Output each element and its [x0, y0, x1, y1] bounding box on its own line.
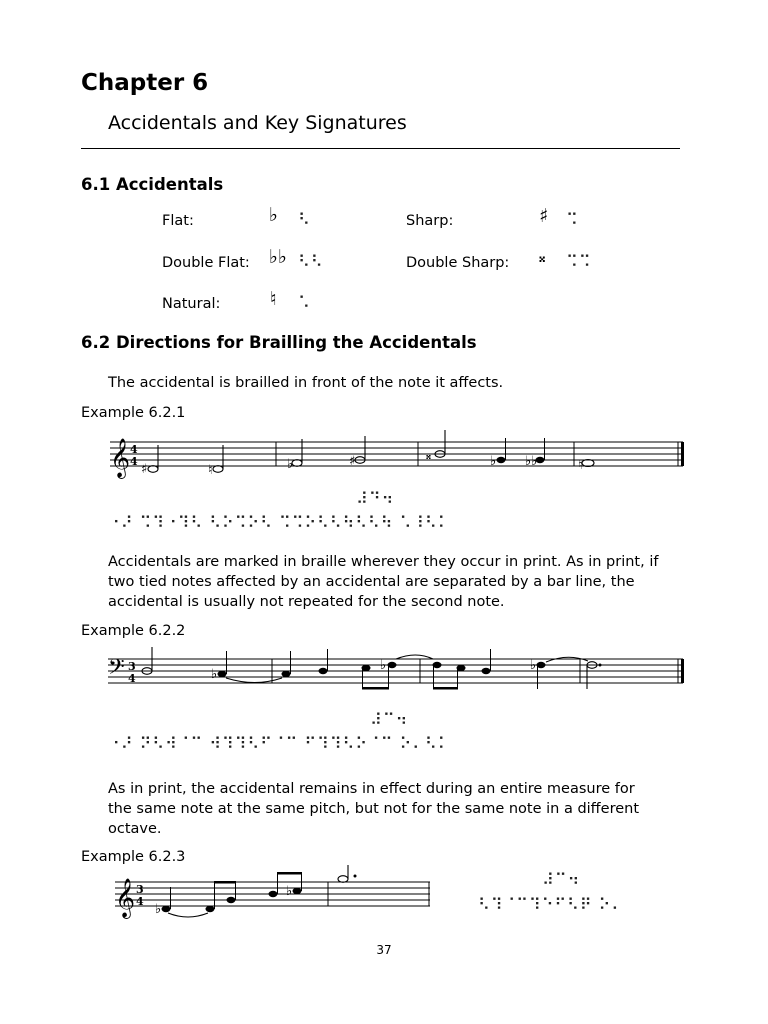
music-staff-example-2	[100, 645, 700, 715]
svg-text:♭: ♭	[155, 902, 162, 917]
section-heading-6-1: 6.1 Accidentals	[81, 175, 224, 194]
braille-signature-example-3: ⠼⠉⠲	[542, 870, 581, 889]
music-staff-example-1	[100, 425, 700, 495]
svg-text:♭: ♭	[287, 457, 294, 472]
paragraph-2	[108, 552, 658, 612]
time-signature-bottom: 4	[136, 895, 144, 908]
bass-clef-icon: 𝄢	[108, 655, 125, 685]
svg-text:♭: ♭	[380, 658, 387, 673]
braille-line-example-1: ⠐⠜ ⠩⠹⠐⠹⠣ ⠣⠕⠩⠕⠣ ⠩⠩⠕⠣⠣⠳⠣⠣⠳ ⠡⠸⠣⠅	[108, 513, 451, 532]
svg-text:♮: ♮	[208, 463, 213, 478]
double-flat-braille: ⠣⠣	[298, 252, 324, 271]
double-sharp-braille: ⠩⠩	[566, 252, 592, 271]
sharp-icon: ♯	[539, 205, 549, 227]
svg-text:♯: ♯	[349, 454, 356, 469]
paragraph-2-line-1: Accidentals are marked in braille wherever they occur in print. As in print, if	[108, 554, 659, 570]
braille-signature-example-1: ⠼⠙⠲	[356, 489, 395, 508]
natural-braille: ⠡	[298, 293, 311, 312]
natural-label: Natural:	[162, 296, 221, 312]
double-sharp-icon: 𝄪	[539, 250, 546, 266]
sharp-braille: ⠩	[566, 210, 579, 229]
svg-text:♯: ♯	[141, 462, 148, 477]
section-heading-6-2: 6.2 Directions for Brailling the Accidentals	[81, 333, 477, 352]
svg-text:♭♭: ♭♭	[525, 454, 538, 469]
example-label-6-2-2: Example 6.2.2	[81, 623, 186, 639]
double-sharp-label: Double Sharp:	[406, 255, 510, 271]
sharp-label: Sharp:	[406, 213, 454, 229]
svg-text:𝄪: 𝄪	[426, 449, 431, 462]
double-flat-label: Double Flat:	[162, 255, 250, 271]
svg-text:♭: ♭	[490, 454, 497, 469]
paragraph-2-line-3: accidental is usually not repeated for the second note.	[108, 594, 505, 610]
time-signature-top: 3	[128, 660, 136, 673]
flat-label: Flat:	[162, 213, 194, 229]
example-label-6-2-1: Example 6.2.1	[81, 405, 186, 421]
double-flat-icon: ♭♭	[269, 246, 287, 268]
time-signature-top: 3	[136, 883, 144, 896]
braille-signature-example-2: ⠼⠉⠲	[370, 710, 409, 729]
chapter-title: Chapter 6	[81, 70, 209, 96]
braille-line-example-2: ⠐⠜ ⠝⠣⠺⠈⠉ ⠺⠹⠹⠣⠋⠈⠉ ⠋⠹⠹⠣⠕⠈⠉ ⠕⠄⠣⠅	[108, 734, 451, 753]
svg-text:♭: ♭	[530, 658, 537, 673]
treble-clef-icon: 𝄞	[110, 438, 131, 478]
svg-text:♭: ♭	[211, 667, 218, 682]
page-number: 37	[376, 943, 392, 957]
paragraph-3	[108, 779, 639, 839]
time-signature-bottom: 4	[130, 455, 138, 468]
flat-icon: ♭	[269, 204, 278, 226]
paragraph-3-line-2: the same note at the same pitch, but not for the same note in a different	[108, 801, 640, 817]
svg-text:♮: ♮	[578, 458, 583, 473]
treble-clef-icon: 𝄞	[115, 878, 136, 918]
paragraph-3-line-3: octave.	[108, 821, 162, 837]
braille-line-example-3: ⠣⠹⠈⠉⠹⠑⠋⠣⠟ ⠕⠄	[478, 895, 624, 914]
example-label-6-2-3: Example 6.2.3	[81, 849, 186, 865]
music-staff-example-3	[100, 865, 440, 935]
paragraph-1: The accidental is brailled in front of the note it affects.	[108, 375, 504, 391]
title-divider	[81, 148, 680, 149]
flat-braille: ⠣	[298, 210, 311, 229]
chapter-subtitle: Accidentals and Key Signatures	[108, 112, 407, 134]
paragraph-2-line-2: two tied notes affected by an accidental are separated by a bar line, the	[108, 574, 635, 590]
time-signature-bottom: 4	[128, 672, 136, 685]
svg-text:♭: ♭	[286, 884, 293, 899]
time-signature-top: 4	[130, 443, 138, 456]
paragraph-3-line-1: As in print, the accidental remains in effect during an entire measure for	[108, 781, 635, 797]
natural-icon: ♮	[270, 288, 277, 310]
